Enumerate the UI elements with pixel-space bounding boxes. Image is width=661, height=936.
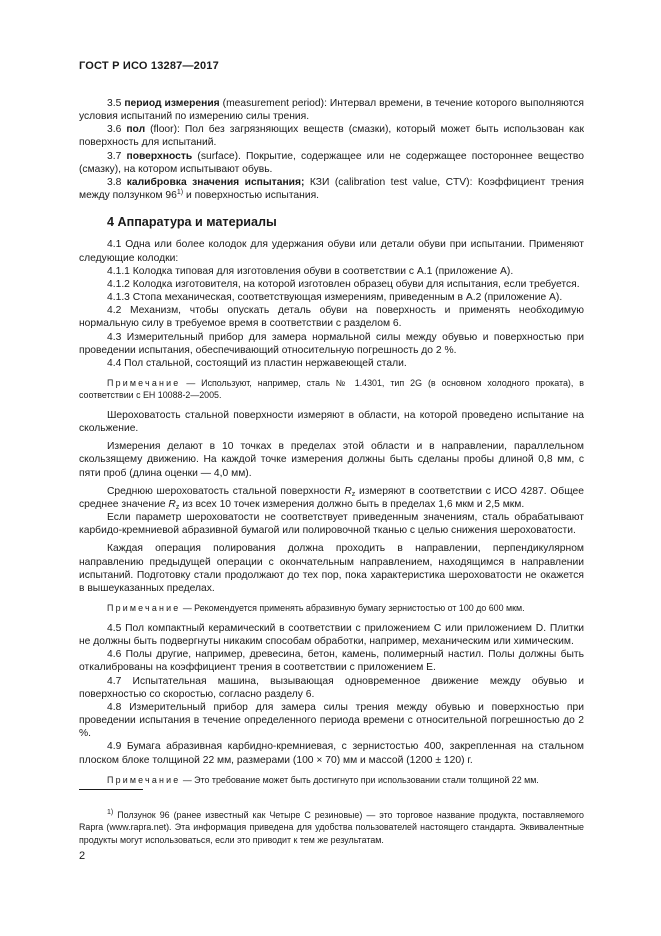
note-text: — Рекомендуется применять абразивную бумагу зернистостью от 100 до 600 мкм. xyxy=(180,603,525,613)
roughness-para-1: Шероховатость стальной поверхности измеряют в области, на которой проведено испытание на скольжение. xyxy=(79,409,584,435)
para-4-1-1: 4.1.1 Колодка типовая для изготовления обуви в соответствии с А.1 (приложение А). xyxy=(107,265,514,277)
note-1 xyxy=(79,377,584,401)
footnote-text: Ползунок 96 (ранее известный как Четыре С резиновые) — это торговое название продукта, поставляемого Rapra (www.rapra.net). Эта информация приведена для удобства пользователей настоящего стандарта. Эквивалентные продукты могут использоваться, если это приводит к тем же результатам. xyxy=(79,809,584,845)
term-number: 3.5 xyxy=(107,98,122,109)
page-number: 2 xyxy=(79,850,86,862)
roughness-para-5: Каждая операция полирования должна проходить в направлении, перпендикулярном направлению предыдущей операции с окончательным направлением, находящимся в направлении испытаний. Подготовку стали продолжают до тех пор, пока характеристика шероховатости не окажется в вышеуказанных пределах. xyxy=(79,543,584,594)
term-3-6 xyxy=(79,123,584,149)
note-3 xyxy=(79,774,584,786)
roughness-text-c: из всех 10 точек измерения должно быть в пределах 1,6 мкм и 2,5 мкм. xyxy=(179,498,525,510)
term-definition: (surface). Покрытие, содержащее или не содержащее постороннее вещество (смазку), на котором испытывают обувь. xyxy=(79,150,584,175)
term-3-7 xyxy=(79,150,584,176)
roughness-para-4: Если параметр шероховатости не соответствует приведенным значениям, сталь обрабатывают карбидо-кремниевой абразивной бумагой или полировочной тканью с целью снижения шероховатости. xyxy=(79,512,584,537)
roughness-para-3 xyxy=(79,485,584,511)
term-number: 3.8 xyxy=(107,176,122,188)
para-4-7: 4.7 Испытательная машина, вызывающая одновременное движение между обувью и поверхностью со скоростью, согласно разделу 6. xyxy=(79,675,584,700)
roughness-symbol: R xyxy=(168,498,176,510)
para-4-1-3: 4.1.3 Стопа механическая, соответствующая измерениям, приведенным в А.2 (приложение А). xyxy=(107,292,563,304)
document-header: ГОСТ Р ИСО 13287—2017 xyxy=(79,60,219,72)
term-definition: (measurement period): Интервал времени, в течение которого выполняются условия испытаний по измерению силы трения. xyxy=(79,98,584,123)
para-4-9: 4.9 Бумага абразивная карбидно-кремниевая, с зернистостью 400, закрепленная на стальном плоском блоке толщиной 22 мм, размерами (100 × 70) мм и массой (1200 ± 120) г. xyxy=(79,741,584,766)
para-4-2: 4.2 Механизм, чтобы опускать деталь обуви на поверхность и применять необходимую нормальную силу в требуемое время в соответствии с разделом 6. xyxy=(79,305,584,330)
para-4-3: 4.3 Измерительный прибор для замера нормальной силы между обувью и поверхностью при проведении испытания, обеспечивающий относительную погрешность до 2 %. xyxy=(79,331,584,356)
note-text: — Используют, например, сталь № 1.4301, тип 2G (в основном холодного проката), в соответствии с ЕН 10088-2—2005. xyxy=(79,377,584,400)
term-definition: (floor): Пол без загрязняющих веществ (смазки), который может быть использован как поверхность для испытаний. xyxy=(79,124,584,149)
footnote xyxy=(79,809,584,847)
para-4-1-2: 4.1.2 Колодка изготовителя, на которой изготовлен образец обуви для испытания, если требуется. xyxy=(107,278,580,290)
roughness-symbol: R xyxy=(344,485,352,497)
term-name: период измерения xyxy=(124,98,220,109)
term-definition-end: и поверхностью испытания. xyxy=(183,190,320,202)
note-label: Примечание xyxy=(107,603,181,613)
term-name: калибровка значения испытания; xyxy=(126,176,305,188)
roughness-subscript: z xyxy=(175,503,180,511)
para-4-6: 4.6 Полы другие, например, древесина, бетон, камень, полимерный настил. Полы должны быть откалиброваны на коэффициент трения в соответствии с приложением Е. xyxy=(79,649,584,674)
footnote-ref: 1) xyxy=(176,189,184,197)
roughness-para-2: Измерения делают в 10 точках в пределах этой области и в направлении, параллельном скользящему движению. На каждой точке измерения должны быть сделаны пробы длиной 0,8 мм, с пяти проб (длина оценки — 4,0 мм). xyxy=(79,441,584,479)
footnote-mark: 1) xyxy=(107,808,114,816)
para-4-1: 4.1 Одна или более колодок для удержания обуви или детали обуви при испытании. Применяют следующие колодки: xyxy=(79,239,584,264)
term-number: 3.6 xyxy=(107,124,122,136)
note-2 xyxy=(79,602,584,614)
note-text: — Это требование может быть достигнуто при использовании стали толщиной 22 мм. xyxy=(180,774,539,785)
para-4-8: 4.8 Измерительный прибор для замера силы трения между обувью и поверхностью при проведении испытания в течение определенного периода времени с относительной погрешностью до 2 %. xyxy=(79,701,584,740)
term-3-5 xyxy=(79,97,584,123)
section-heading: 4 Аппаратура и материалы xyxy=(107,215,277,230)
term-number: 3.7 xyxy=(107,150,122,162)
para-4-5: 4.5 Пол компактный керамический в соответствии с приложением С или приложением D. Плитки не должны быть подвергнуты никаким способам обработки, например, механическим или химическим. xyxy=(79,623,584,648)
roughness-text-b: измеряют в соответствии с ИСО 4287. Общее среднее значение xyxy=(79,485,585,510)
para-4-4: 4.4 Пол стальной, состоящий из пластин нержавеющей стали. xyxy=(107,357,407,369)
note-label: Примечание xyxy=(107,377,181,388)
document-body xyxy=(79,97,584,794)
term-name: пол xyxy=(126,124,146,136)
term-3-8 xyxy=(79,176,584,202)
footnote-separator xyxy=(79,789,143,790)
roughness-text-a: Среднюю шероховатость стальной поверхности xyxy=(107,485,345,497)
roughness-subscript: z xyxy=(351,490,356,498)
term-definition: КЗИ (calibration test value, CTV): Коэффициент трения между ползунком 96 xyxy=(79,176,584,202)
note-label: Примечание xyxy=(107,774,181,785)
term-name: поверхность xyxy=(126,150,193,162)
